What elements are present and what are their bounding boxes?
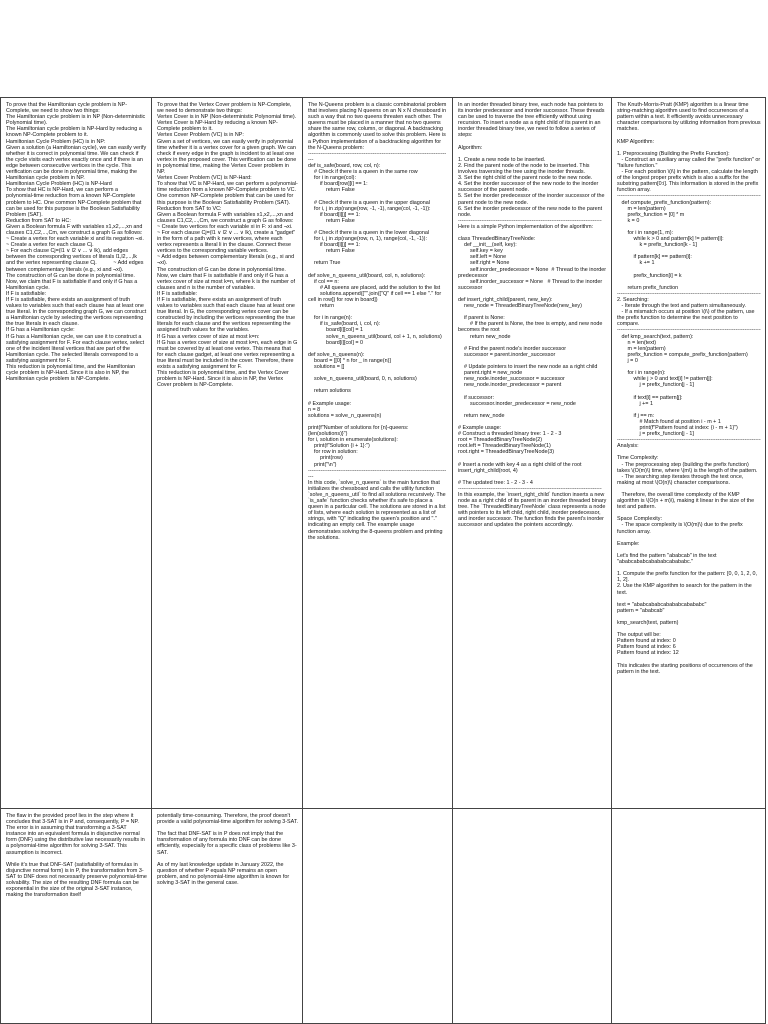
cell-threaded-bst [453,97,612,809]
cell-empty [303,809,453,1024]
table-row-top [0,97,766,809]
cell-hamiltonian [0,97,152,809]
cell-empty [612,809,766,1024]
cell-text: To prove that the Hamiltonian cycle problem is NP-Complete, we need to show two things: The Hamiltonian cycle problem is in NP (Non-deterministic Polynomial time). The Hamiltonian cycle problem is NP-Hard by reducing a known NP-Complete problem to it. Hamiltonian Cycle Problem (HC) is in NP: Given a solution (a Hamiltonian cycle), we can easily verify whether it is correct in polynomial time. We can check if the cycle visits each vertex exactly once and if there is an edge between consecutive vertices in the cycle. This verification can be done in polynomial time, making the Hamiltonian cycle problem in NP. Hamiltonian Cycle Problem (HC) is NP-Hard To show that HC is NP-Hard, we can perform a polynomial-time reduction from a known NP-Complete problem to HC. One common NP-Complete problem that can be used for this purpose is the Boolean Satisfiability Problem (SAT). Reduction from SAT to HC: Given a Boolean formula F with variables x1,x2,...,xn and clauses C1,C2,...,Cm, we construct a graph G as follows: ~ Create a vertex for each variable xi and its negation ¬xi. ~ Create a vertex for each clause Cj. ~ For each clause Cj=(l1 ∨ l2 ∨ ... ∨ lk), add edges between the corresponding vertices of literals l1,l2,...,lk and the vertex representing clause Cj. ~ Add edges between complementary literals (e.g., xi and ¬xi). The construction of G can be done in polynomial time. Now, we claim that F is satisfiable if and only if G has a Hamiltonian cycle. If F is satisfiable: If F is satisfiable, there exists an assignment of truth values to variables such that each clause has at least one true literal. In the corresponding graph G, we can construct a Hamiltonian cycle by selecting the vertices representing the true literals in each clause. If G has a Hamiltonian cycle: If G has a Hamiltonian cycle, we can use it to construct a satisfying assignment for F. For each clause vertex, select one of the incident literal vertices that are part of the Hamiltonian cycle. The selected literals correspond to a satisfying assignment for F. This reduction is polynomial time, and the Hamiltonian cycle problem is NP-Hard. Since it is also in NP, the Hamiltonian cycle problem is NP-Complete. [6,102,147,383]
table-row-bottom [0,809,766,1024]
cell-kmp [612,97,766,809]
cell-n-queens [303,97,453,809]
cell-text: potentially time-consuming. Therefore, the proof doesn't provide a valid polynomial-time algorithm for solving 3-SAT. The fact that DNF-SAT is in P does not imply that the transformation of any formula into DNF can be done efficiently, especially for a specific class of problems like 3-SAT. As of my last knowledge update in January 2022, the question of whether P equals NP remains an open problem, and no polynomial-time algorithm is known for solving 3-SAT in the general case. [157,813,299,887]
cell-text: The N-Queens problem is a classic combinatorial problem that involves placing N queens on an N x N chessboard in such a way that no two queens threaten each other. The queens must be placed in a manner that no two queens share the same row, column, or diagonal. A backtracking algorithm is commonly used to solve this problem. Here is a Python implementation of a backtracking algorithm for the N-Queens problem: -------------------------------------------------------------------------------- def is_safe(board, row, col, n): # Check if there is a queen in the same row for i in range(col): if board[row][i] == 1: return False # Check if there is a queen in the upper diagonal for i, j in zip(range(row, -1, -1), range(col, -1, -1)): if board[i][j] == 1: return False # Check if there is a queen in the lower diagonal for i, j in zip(range(row, n, 1), range(col, -1, -1)): if board[i][j] == 1: return False return True def solve_n_queens_util(board, col, n, solutions): if col == n: # All queens are placed, add the solution to the list solutions.append(["".join(["Q" if cell == 1 else "." for cell in row]) for row in board]) return for i in range(n): if is_safe(board, i, col, n): board[i][col] = 1 solve_n_queens_util(board, col + 1, n, solutions) board[i][col] = 0 def solve_n_queens(n): board = [[0] * n for _ in range(n)] solutions = [] solve_n_queens_util(board, 0, n, solutions) return solutions # Example usage: n = 8 solutions = solve_n_queens(n) print(f"Number of solutions for {n}-queens: {len(solutions)}") for i, solution in enumerate(solutions): print(f"Solution {i + 1}:") for row in solution: print(row) print("\n") -------------------------------------------------------------------------------- In this code, `solve_n_queens` is the main function that initializes the chessboard and calls the utility function `solve_n_queens_util` to find all solutions recursively. The `is_safe` function checks whether it's safe to place a queen in a particular cell. The solutions are stored in a list of lists, where each solution is represented as a list of strings, with "Q" indicating the queen's position and "." indicating an empty cell. The example usage demonstrates solving the 8-queens problem and printing the solutions. [308,102,447,541]
cell-dnf-cont [152,809,303,1024]
cell-text: The Knuth-Morris-Pratt (KMP) algorithm is a linear time string-matching algorithm used to find occurrences of a pattern within a text. It efficiently avoids unnecessary character comparisons by utilizing information from previous matches. KMP Algorithm: 1. Preprocessing (Building the Prefix Function): - Construct an auxiliary array called the "prefix function" or "failure function." - For each position \(i\) in the pattern, calculate the length of the longest proper prefix which is also a suffix for the substring pattern[0:i]. This information is stored in the prefix function array. -------------------------------------------------------------------------------- def compute_prefix_function(pattern): m = len(pattern) prefix_function = [0] * m k = 0 for i in range(1, m): while k > 0 and pattern[k] != pattern[i]: k = prefix_function[k - 1] if pattern[k] == pattern[i]: k += 1 prefix_function[i] = k return prefix_function -------------------------------------------------------------------------------- 2. Searching: - Iterate through the text and pattern simultaneously. - If a mismatch occurs at position \(i\) of the pattern, use the prefix function to determine the next position to compare. -------------------------------------------------------------------------------- def kmp_search(text, pattern): n = len(text) m = len(pattern) prefix_function = compute_prefix_function(pattern) j = 0 for i in range(n): while j > 0 and text[i] != pattern[j]: j = prefix_function[j - 1] if text[i] == pattern[j]: j += 1 if j == m: # Match found at position i - m + 1 print(f"Pattern found at index: {i - m + 1}") j = prefix_function[j - 1] -------------------------------------------------------------------------------- Analysis: Time Complexity: - The preprocessing step (building the prefix function) takes \(O(m)\) time, where \(m\) is the length of the pattern. - The searching step iterates through the text once, making at most \(O(n)\) character comparisons. Therefore, the overall time complexity of the KMP algorithm is \(O(n + m)\), making it linear in the size of the text and pattern. Space Complexity: - The space complexity is \(O(m)\) due to the prefix function array. Example: Let's find the pattern "ababcab" in the text "ababcababcabababcabababc." 1. Compute the prefix function for the pattern: [0, 0, 1, 2, 0, 1, 2]. 2. Use the KMP algorithm to search for the pattern in the text. text = "ababcababcabababcabababc" pattern = "ababcab" kmp_search(text, pattern) The output will be: Pattern found at index: 0 Pattern found at index: 6 Pattern found at index: 12 This indicates the starting positions of occurrences of the pattern in the text. [617,102,761,675]
cell-empty [453,809,612,1024]
cell-text: The flaw in the provided proof lies in the step where it concludes that 3-SAT is in P and, consequently, P = NP. The error is in assuming that transforming a 3-SAT instance into an equivalent formula in disjunctive normal form (DNF) using the distributive law necessarily results in a polynomial-time algorithm for solving 3-SAT. This assumption is incorrect. While it's true that DNF-SAT (satisfiability of formulas in disjunctive normal form) is in P, the transformation from 3-SAT to DNF does not necessarily preserve polynomial-time solvability. The size of the resulting DNF formula can be exponential in the size of the original 3-SAT instance, making the transformation itself [6,813,147,899]
cell-text: In an inorder threaded binary tree, each node has pointers to its inorder predecessor and inorder successor. These threads can be used to traverse the tree efficiently without using recursion. To insert a node as a right child of its parent in an inorder threaded binary tree, we need to follow a series of steps: Algorithm: 1. Create a new node to be inserted. 2. Find the parent node of the node to be inserted. This involves traversing the tree using the inorder threads. 3. Set the right child of the parent node to the new node. 4. Set the inorder successor of the new node to the inorder successor of the parent node. 5. Set the inorder predecessor of the inorder successor of the parent node to the new node. 6. Set the inorder predecessor of the new node to the parent node. -------------------------------------------------------------------------------- Here is a simple Python implementation of the algorithm: class ThreadedBinaryTreeNode: def __init__(self, key): self.key = key self.left = None self.right = None self.inorder_predecessor = None # Thread to the inorder predecessor self.inorder_successor = None # Thread to the inorder successor def insert_right_child(parent, new_key): new_node = ThreadedBinaryTreeNode(new_key) if parent is None: # If the parent is None, the tree is empty, and new node becomes the root return new_node # Find the parent node's inorder successor successor = parent.inorder_successor # Update pointers to insert the new node as a right child parent.right = new_node new_node.inorder_successor = successor new_node.inorder_predecessor = parent if successor: successor.inorder_predecessor = new_node return new_node # Example usage: # Construct a threaded binary tree: 1 - 2 - 3 root = ThreadedBinaryTreeNode(2) root.left = ThreadedBinaryTreeNode(1) root.right = ThreadedBinaryTreeNode(3) # Insert a node with key 4 as a right child of the root insert_right_child(root, 4) # The updated tree: 1 - 2 - 3 - 4 -------------------------------------------------------------------------------- In this example, the `insert_right_child` function inserts a new node as a right child of its parent in an inorder threaded binary tree. The `ThreadedBinaryTreeNode` class represents a node with pointers to its left child, right child, inorder predecessor, and inorder successor. The function finds the parent's inorder successor and updates the pointers accordingly. [458,102,607,529]
cell-text: To prove that the Vertex Cover problem is NP-Complete, we need to demonstrate two things: Vertex Cover is in NP (Non-deterministic Polynomial time). Vertex Cover is NP-Hard by reducing a known NP-Complete problem to it. Vertex Cover Problem (VC) is in NP: Given a set of vertices, we can easily verify in polynomial time whether it is a vertex cover for a given graph. We can check if every edge in the graph is incident to at least one vertex in the proposed cover. This verification can be done in polynomial time, making the Vertex Cover problem in NP. Vertex Cover Problem (VC) is NP-Hard: To show that VC is NP-Hard, we can perform a polynomial-time reduction from a known NP-Complete problem to VC. One common NP-Complete problem that can be used for this purpose is the Boolean Satisfiability Problem (SAT). Reduction from SAT to VC: Given a Boolean formula F with variables x1,x2,...,xn and clauses C1,C2,...,Cm, we construct a graph G as follows: ~ Create two vertices for each variable xi in F: xi and ¬xi. ~ For each clause Cj=(l1 ∨ l2 ∨ ... ∨ lk), create a "gadget" in the form of a path with k new vertices, where each vertex represents a literal li in the clause. Connect these vertices to the corresponding variable vertices. ~ Add edges between complementary literals (e.g., xi and ¬xi). The construction of G can be done in polynomial time. Now, we claim that F is satisfiable if and only if G has a vertex cover of size at most k=n, where k is the number of clauses and n is the number of variables. If F is satisfiable: If F is satisfiable, there exists an assignment of truth values to variables such that each clause has at least one true literal. In G, the corresponding vertex cover can be constructed by including the vertices representing the true literals for each clause and the vertices representing the assigned truth values for the variables. If G has a vertex cover of size at most k=n: If G has a vertex cover of size at most k=n, each edge in G must be covered by at least one vertex. This means that for each clause gadget, at least one vertex representing a true literal must be included in the cover. Therefore, there exists a satisfying assignment for F. This reduction is polynomial time, and the Vertex Cover problem is NP-Hard. Since it is also in NP, the Vertex Cover problem is NP-Complete. [157,102,298,389]
cell-vertex-cover [152,97,303,809]
cell-dnf-flaw [0,809,152,1024]
